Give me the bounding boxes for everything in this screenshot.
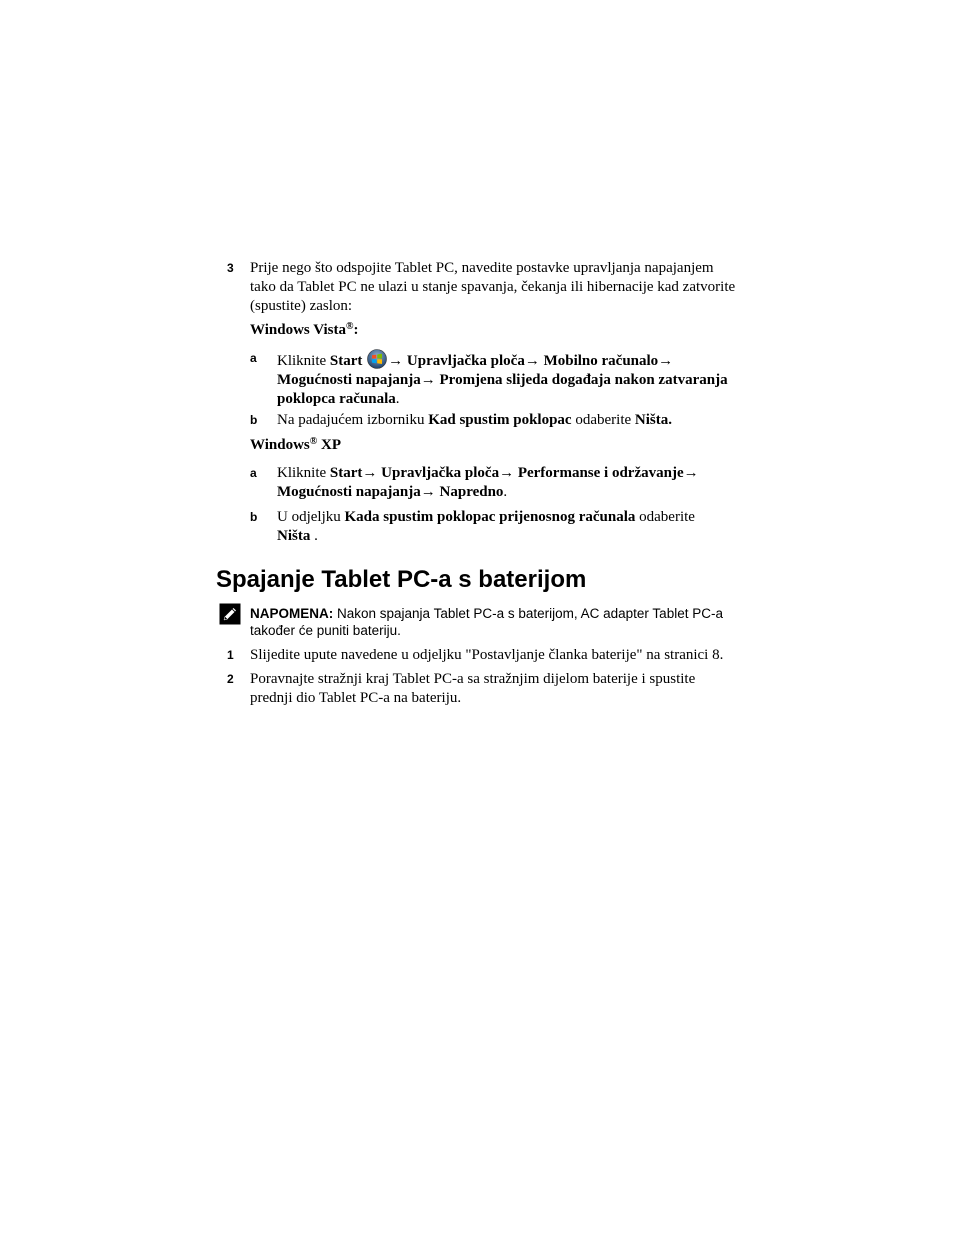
xp-substep-a <box>277 464 717 502</box>
step-3-text: Prije nego što odspojite Tablet PC, navedite postavke upravljanja napajanjem tako da Tablet PC ne ulazi u stanje spavanja, čekanja ili hibernacije kad zatvorite (spustite) zaslon: <box>250 260 736 314</box>
vista-menu-path: Upravljačka ploča→ Mobilno računalo→ Mogućnosti napajanja→ Promjena slijeda događaja nakon zatvaranja poklopca računala <box>277 353 728 407</box>
step-number: 3 <box>227 261 234 275</box>
period: . <box>503 484 508 500</box>
substep-letter: b <box>250 413 258 427</box>
windows-label: Windows <box>250 437 310 453</box>
windows-vista-label: Windows Vista <box>250 322 347 338</box>
option-nothing: Ništa. <box>634 412 672 428</box>
period: . <box>310 528 318 544</box>
vista-substep-a <box>277 349 742 409</box>
vista-substep-b <box>277 411 747 430</box>
substep-middle: odaberite <box>571 412 635 428</box>
registered-mark: ® <box>346 321 354 332</box>
windows-start-orb-icon <box>367 349 387 369</box>
arrow: → <box>388 353 404 369</box>
registered-mark: ® <box>309 436 318 447</box>
windows-vista-heading <box>250 321 359 340</box>
xp-label: XP <box>317 437 341 453</box>
step-2-text: Poravnajte stražnji kraj Tablet PC-a sa stražnjim dijelom baterije i spustite prednji dio Tablet PC-a na bateriju. <box>250 671 696 706</box>
substep-prefix: Kliknite <box>277 465 330 481</box>
xp-substep-b <box>277 508 717 546</box>
substep-prefix: U odjeljku <box>277 509 345 525</box>
substep-letter: b <box>250 510 258 524</box>
substep-prefix: Na padajućem izborniku <box>277 412 429 428</box>
note-pencil-icon <box>219 603 241 625</box>
option-nothing: Ništa <box>277 528 311 544</box>
section-title: Spajanje Tablet PC-a s baterijom <box>216 566 587 593</box>
colon: : <box>353 322 359 338</box>
substep-letter: a <box>250 466 257 480</box>
option-lid-close: Kad spustim poklopac <box>428 412 572 428</box>
start-label: Start <box>329 353 363 369</box>
note-label: NAPOMENA: <box>250 606 334 621</box>
windows-xp-heading <box>250 436 341 455</box>
note-body: Nakon spajanja Tablet PC-a s baterijom, AC adapter Tablet PC-a također će puniti bateriju. <box>250 606 723 638</box>
substep-middle: odaberite <box>635 509 695 525</box>
xp-menu-path: Start→ Upravljačka ploča→ Performanse i održavanje→ Mogućnosti napajanja→ Napredno <box>277 465 699 500</box>
substep-letter: a <box>250 351 257 365</box>
substep-prefix: Kliknite <box>277 353 330 369</box>
period: . <box>395 391 400 407</box>
option-lid-close-notebook: Kada spustim poklopac prijenosnog računala <box>344 509 636 525</box>
step-1-text: Slijedite upute navedene u odjeljku "Postavljanje članka baterije" na stranici 8. <box>250 647 724 663</box>
step-number: 2 <box>227 672 234 686</box>
step-number: 1 <box>227 648 234 662</box>
note-text <box>250 605 730 639</box>
